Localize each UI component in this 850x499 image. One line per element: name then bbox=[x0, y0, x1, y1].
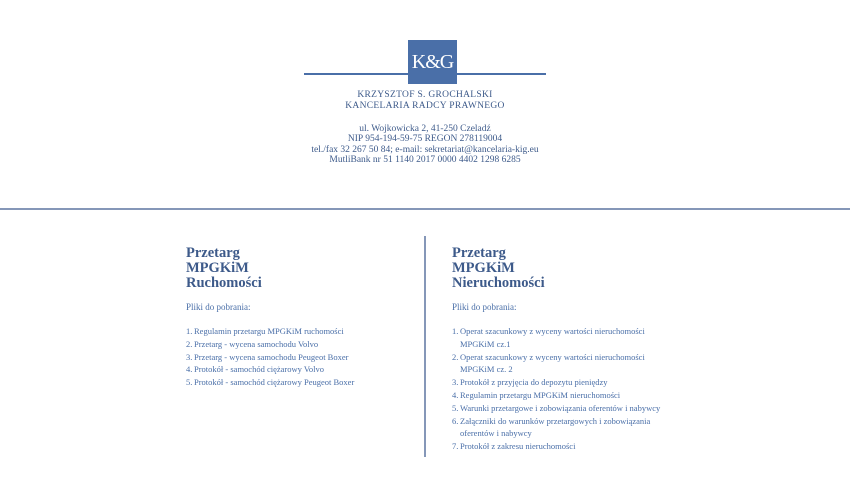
title-line: Ruchomości bbox=[186, 275, 262, 291]
item-text: Operat szacunkowy z wyceny wartości nieruchomości bbox=[460, 326, 645, 336]
file-link[interactable] bbox=[186, 351, 416, 364]
item-text: Przetarg - wycena samochodu Volvo bbox=[194, 338, 319, 349]
movables-column bbox=[186, 246, 416, 389]
item-text: Regulamin przetargu MPGKiM nieruchomości bbox=[460, 389, 621, 400]
firm-bank: MutliBank nr 51 1140 2017 0000 4402 1298 6285 bbox=[329, 155, 521, 165]
title-line: Nieruchomości bbox=[452, 275, 545, 291]
firm-ids: NIP 954-194-59-75 REGON 278119004 bbox=[347, 134, 503, 144]
file-link[interactable] bbox=[452, 440, 682, 453]
item-number: 5. bbox=[186, 377, 193, 388]
file-link[interactable] bbox=[452, 415, 682, 441]
item-number: 2. bbox=[452, 351, 459, 362]
horizontal-divider bbox=[0, 208, 850, 210]
file-link[interactable] bbox=[186, 363, 416, 376]
files-label: Pliki do pobrania: bbox=[452, 302, 517, 312]
item-number: 1. bbox=[186, 326, 193, 336]
item-text-cont: oferentów i nabywcy bbox=[460, 428, 532, 439]
item-number: 1. bbox=[452, 326, 459, 336]
item-number: 4. bbox=[186, 364, 193, 375]
files-label: Pliki do pobrania: bbox=[186, 302, 251, 312]
item-text: Protokół z zakresu nieruchomości bbox=[460, 441, 576, 452]
real-estate-file-list bbox=[452, 325, 682, 453]
file-link[interactable] bbox=[452, 402, 682, 415]
title-line: MPGKiM bbox=[186, 260, 249, 276]
item-text-cont: MPGKiM cz.1 bbox=[460, 338, 511, 349]
item-number: 3. bbox=[452, 377, 459, 388]
item-text: Protokół z przyjęcia do depozytu pieniędzy bbox=[460, 377, 608, 388]
firm-name: KRZYSZTOF S. GROCHALSKI bbox=[357, 90, 493, 100]
item-number: 6. bbox=[452, 415, 459, 426]
firm-subtitle: KANCELARIA RADCY PRAWNEGO bbox=[345, 101, 505, 111]
movables-title bbox=[186, 246, 416, 291]
item-text: Regulamin przetargu MPGKiM ruchomości bbox=[194, 326, 344, 336]
item-text-cont: MPGKiM cz. 2 bbox=[460, 364, 513, 375]
movables-file-list bbox=[186, 325, 416, 389]
item-text: Przetarg - wycena samochodu Peugeot Boxer bbox=[194, 351, 349, 362]
item-text: Warunki przetargowe i zobowiązania oferentów i nabywcy bbox=[460, 402, 661, 413]
file-link[interactable] bbox=[452, 325, 682, 351]
item-text: Protokół - samochód ciężarowy Volvo bbox=[194, 364, 324, 375]
firm-contact: tel./fax 32 267 50 84; e-mail: sekretariat@kancelaria-kig.eu bbox=[311, 145, 539, 155]
item-text: Protokół - samochód ciężarowy Peugeot Boxer bbox=[194, 377, 355, 388]
real-estate-column bbox=[452, 246, 682, 453]
real-estate-title bbox=[452, 246, 682, 291]
letterhead bbox=[0, 0, 850, 209]
item-number: 4. bbox=[452, 389, 459, 400]
file-link[interactable] bbox=[186, 325, 416, 338]
file-link[interactable] bbox=[186, 376, 416, 389]
title-line: MPGKiM bbox=[452, 260, 515, 276]
item-text: Załączniki do warunków przetargowych i zobowiązania bbox=[460, 415, 651, 426]
file-link[interactable] bbox=[452, 351, 682, 377]
item-text: Operat szacunkowy z wyceny wartości nieruchomości bbox=[460, 351, 645, 362]
vertical-divider bbox=[424, 236, 426, 457]
item-number: 5. bbox=[452, 402, 459, 413]
firm-logo: K&G bbox=[408, 40, 457, 84]
file-link[interactable] bbox=[452, 389, 682, 402]
item-number: 3. bbox=[186, 351, 193, 362]
firm-address: ul. Wojkowicka 2, 41-250 Czeladź bbox=[359, 124, 491, 134]
item-number: 2. bbox=[186, 338, 193, 349]
title-line: Przetarg bbox=[452, 245, 506, 261]
file-link[interactable] bbox=[186, 338, 416, 351]
file-link[interactable] bbox=[452, 376, 682, 389]
item-number: 7. bbox=[452, 441, 459, 452]
title-line: Przetarg bbox=[186, 245, 240, 261]
